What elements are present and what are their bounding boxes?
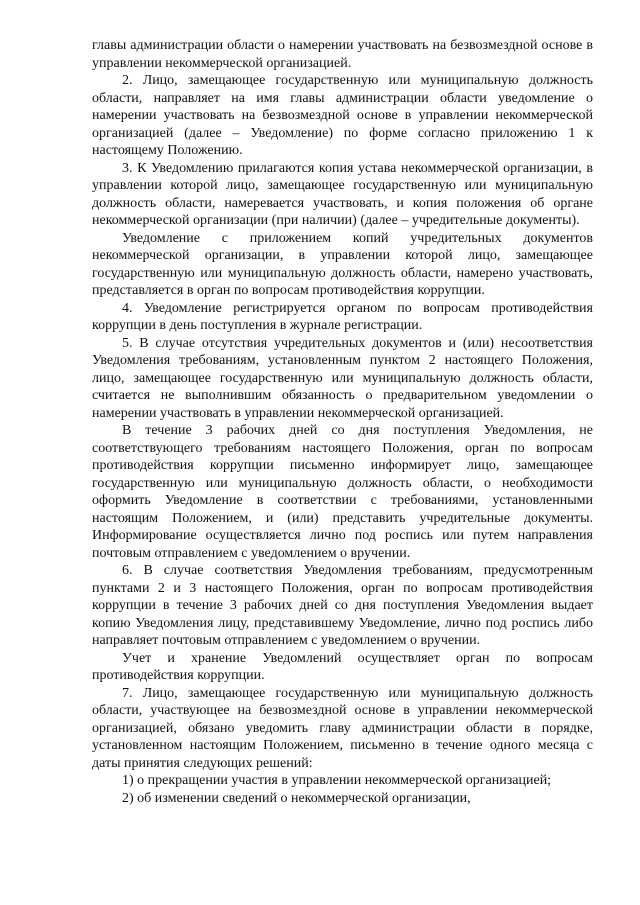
paragraph-storage: Учет и хранение Уведомлений осуществляет орган по вопросам противодействия коррупции.: [92, 650, 593, 683]
paragraph-item-6: 6. В случае соответствия Уведомления требованиям, предусмотренным пунктами 2 и 3 настоящего Положения, орган по вопросам противодействия коррупции в течение 3 рабочих дней со дня поступления Уведомления выдает копию Уведомления лицу, представившему Уведомление, лично под роспись либо направляет почтовым отправлением с уведомлением о вручении.: [92, 563, 593, 648]
paragraph-notification-attachments: Уведомление с приложением копий учредительных документов некоммерческой организации, в управлении которой лицо, замещающее государственную или муниципальную должность области, намерено участвовать, представляется в орган по вопросам противодействия коррупции.: [92, 230, 593, 298]
paragraph-item-3: 3. К Уведомлению прилагаются копия устава некоммерческой организации, в управлении которой лицо, замещающее государственную или муниципальную должность области, намеревается участвовать, и копия положения об органе некоммерческой организации (при наличии) (далее – учредительные документы).: [92, 160, 593, 228]
list-item-1: 1) о прекращении участия в управлении некоммерческой организацией;: [122, 773, 552, 788]
paragraph-item-5: 5. В случае отсутствия учредительных документов и (или) несоответствия Уведомления требованиям, установленным пунктом 2 настоящего Положения, лицо, замещающее государственную или муниципальную должность области, считается не выполнившим обязанность о предварительном уведомлении о намерении участвовать в управлении некоммерческой организацией.: [92, 335, 593, 421]
paragraph-item-7: 7. Лицо, замещающее государственную или муниципальную должность области, участвующее на безвозмездной основе в управлении некоммерческой организацией, обязано уведомить главу администрации области в порядке, установленном настоящим Положением, письменно в течение одного месяца с даты принятия следующих решений:: [92, 685, 593, 771]
paragraph-three-days-informing: В течение 3 рабочих дней со дня поступления Уведомления, не соответствующего требованиям настоящего Положения, орган по вопросам противодействия коррупции письменно информирует лицо, замещающее государственную или муниципальную должность области, о необходимости оформить Уведомление в соответствии с требованиями, установленными настоящим Положением, и (или) представить учредительные документы. Информирование осуществляется лично под роспись или путем направления почтовым отправлением с уведомлением о вручении.: [92, 423, 593, 561]
paragraph-item-2: 2. Лицо, замещающее государственную или муниципальную должность области, направляет на имя главы администрации области уведомление о намерении участвовать на безвозмездной основе в управлении некоммерческой организацией (далее – Уведомление) по форме согласно приложению 1 к настоящему Положению.: [92, 73, 593, 158]
document-body: [92, 37, 593, 807]
list-item-2: 2) об изменении сведений о некоммерческой организации,: [122, 790, 471, 806]
paragraph-item-4: 4. Уведомление регистрируется органом по вопросам противодействия коррупции в день поступления в журнале регистрации.: [92, 300, 593, 333]
paragraph-continuation: главы администрации области о намерении участвовать на безвозмездной основе в управлении некоммерческой организацией.: [92, 38, 593, 71]
